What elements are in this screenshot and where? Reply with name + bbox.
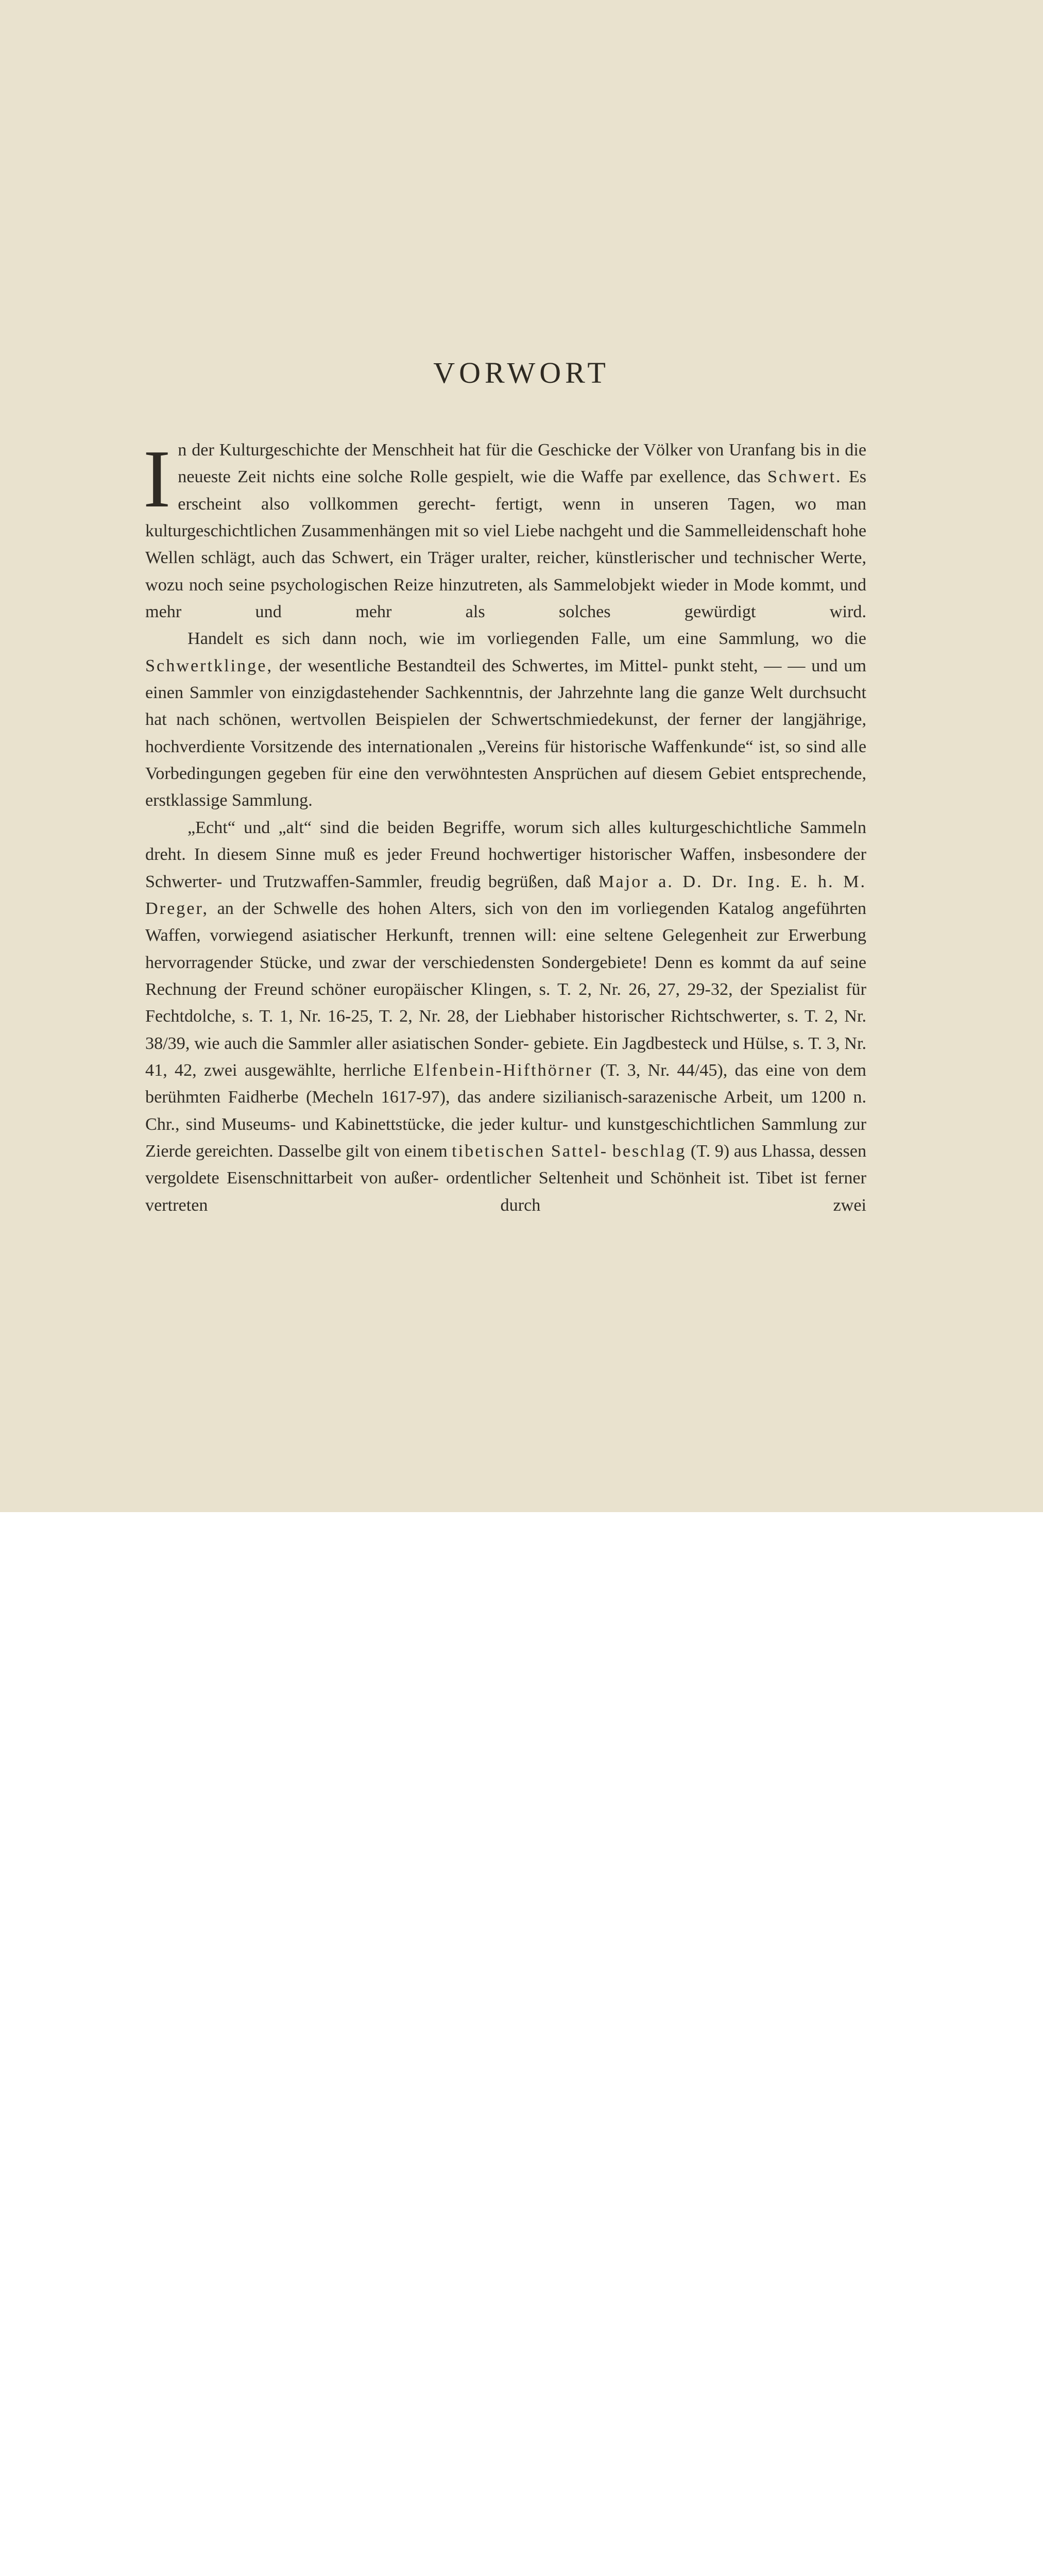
digitization-footer bbox=[0, 1512, 1043, 1587]
body-text bbox=[143, 433, 867, 1219]
page-title: VORWORT bbox=[433, 356, 610, 389]
paragraph-1: I n der Kulturgeschichte der Menschheit hat für die Geschicke der Völker von Uranfang bis in die neueste Zeit nichts eine solche Rolle gespielt, wie die Waffe par exellence, das Schwert. Es erscheint also vollkommen gerecht- fertigt, wenn in unseren Tagen, wo man kulturgeschichtlichen Zusammenhängen mit so viel Liebe nachgeht und die Sammelleidenschaft hohe Wellen schlägt, auch das Schwert, ein Träger uralter, reicher, künstlerischer und technischer Werte, wozu noch seine psychologischen Reize hinzutreten, als Sammelobjekt wieder in Mode kommt, und mehr und mehr als solches gewürdigt wird. bbox=[143, 433, 867, 622]
paragraph-2: Handelt es sich dann noch, wie im vorliegenden Falle, um eine Sammlung, wo die Schwertklinge, der wesentliche Bestandteil des Schwertes, im Mittel- punkt steht, — — und um einen Sammler von einzigdastehender Sachkenntnis, der Jahrzehnte lang die ganze Welt durchsucht hat nach schönen, wertvollen Beispielen der Schwertschmiedekunst, der ferner der langjährige, hochverdiente Vorsitzende des internationalen „Vereins für historische Waffenkunde“ ist, so sind alle Vorbedingungen gegeben für eine den verwöhntesten Ansprüchen auf diesem Gebiet entsprechende, erstklassige Sammlung. bbox=[145, 629, 867, 810]
paragraph-3: „Echt“ und „alt“ sind die beiden Begriffe, worum sich alles kulturgeschichtliche Sammeln dreht. In diesem Sinne muß es jeder Freund hochwertiger historischer Waffen, insbesondere der Schwerter- und Trutzwaffen-Sammler, freudig begrüßen, daß Major a. D. Dr. Ing. E. h. M. Dreger, an der Schwelle des hohen Alters, sich von den im vorliegenden Katalog angeführten Waffen, vorwiegend asiatischer Herkunft, trennen will: eine seltene Gelegenheit zur Erwerbung hervorragender Stücke, und zwar der verschiedensten Sondergebiete! Denn es kommt da auf seine Rechnung der Freund schöner europäischer Klingen, s. T. 2, Nr. 26, 27, 29-32, der Spezialist für Fechtdolche, s. T. 1, Nr. 16-25, T. 2, Nr. 28, der Liebhaber historischer Richtschwerter, s. T. 2, Nr. 38/39, wie auch die Sammler aller asiatischen Sonder- gebiete. Ein Jagdbesteck und Hülse, s. T. 3, Nr. 41, 42, zwei ausgewählte, herrliche Elfenbein-Hifthörner (T. 3, Nr. 44/45), das eine von dem berühmten Faidherbe (Mecheln 1617-97), das andere sizilianisch-sarazenische Arbeit, um 1200 n. Chr., sind Museums- und Kabinettstücke, die jeder kultur- und kunstgeschichtlichen Sammlung zur Zierde gereichten. Dasselbe gilt von einem tibetischen Sattel- beschlag (T. 9) aus Lhassa, dessen vergoldete Eisenschnittarbeit von außer- ordentlicher Seltenheit und Schönheit ist. Tibet ist ferner vertreten durch zwei bbox=[145, 818, 867, 1215]
drop-cap: I bbox=[143, 433, 171, 524]
